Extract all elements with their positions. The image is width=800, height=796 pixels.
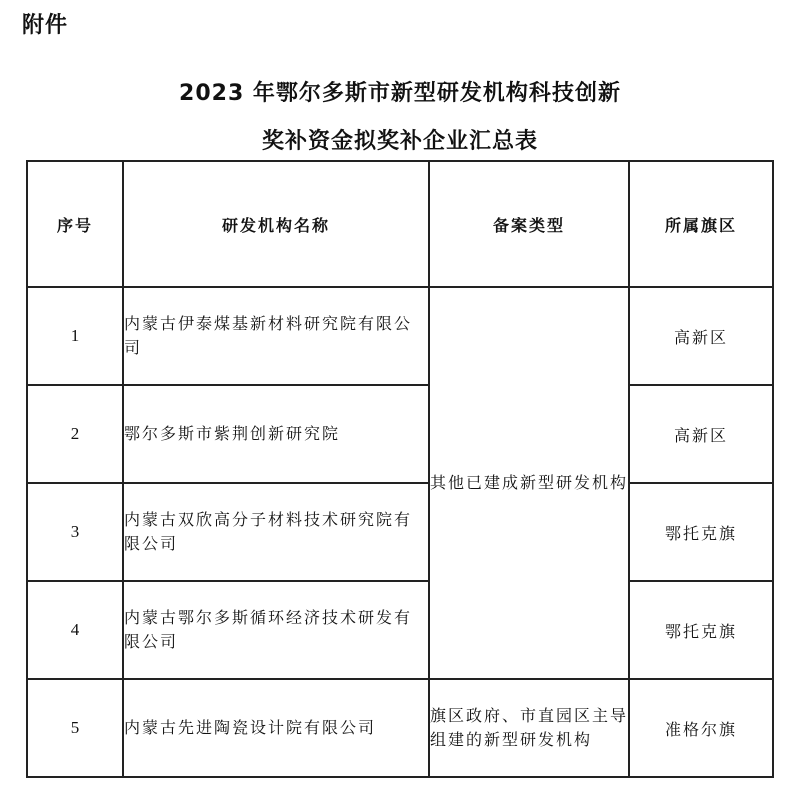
- row-district: 高新区: [629, 287, 773, 385]
- table-header-row: [27, 161, 773, 287]
- header-name: 研发机构名称: [123, 161, 429, 287]
- table-row: [27, 483, 773, 581]
- table-row: [27, 581, 773, 679]
- document-title-line2: 奖补资金拟奖补企业汇总表: [261, 129, 538, 154]
- header-district: 所属旗区: [629, 161, 773, 287]
- table-row: [27, 385, 773, 483]
- row-district: 高新区: [629, 385, 773, 483]
- table-row: [27, 679, 773, 777]
- document-title-line1: 2023 年鄂尔多斯市新型研发机构科技创新: [179, 81, 621, 106]
- header-type: 备案类型: [429, 161, 629, 287]
- annex-label: 附件: [22, 13, 69, 38]
- row-no: 4: [27, 581, 123, 679]
- row-name: 内蒙古先进陶瓷设计院有限公司: [123, 679, 429, 777]
- summary-table: [26, 160, 774, 778]
- row-name: 鄂尔多斯市紫荆创新研究院: [123, 385, 429, 483]
- row-no: 3: [27, 483, 123, 581]
- row-type: 旗区政府、市直园区主导组建的新型研发机构: [429, 679, 629, 777]
- header-no: 序号: [27, 161, 123, 287]
- row-type-merged: 其他已建成新型研发机构: [429, 287, 629, 679]
- table-row: [27, 287, 773, 385]
- row-no: 2: [27, 385, 123, 483]
- row-district: 鄂托克旗: [629, 483, 773, 581]
- row-name: 内蒙古双欣高分子材料技术研究院有限公司: [123, 483, 429, 581]
- row-no: 1: [27, 287, 123, 385]
- row-no: 5: [27, 679, 123, 777]
- row-name: 内蒙古鄂尔多斯循环经济技术研发有限公司: [123, 581, 429, 679]
- row-district: 准格尔旗: [629, 679, 773, 777]
- row-district: 鄂托克旗: [629, 581, 773, 679]
- row-name: 内蒙古伊泰煤基新材料研究院有限公司: [123, 287, 429, 385]
